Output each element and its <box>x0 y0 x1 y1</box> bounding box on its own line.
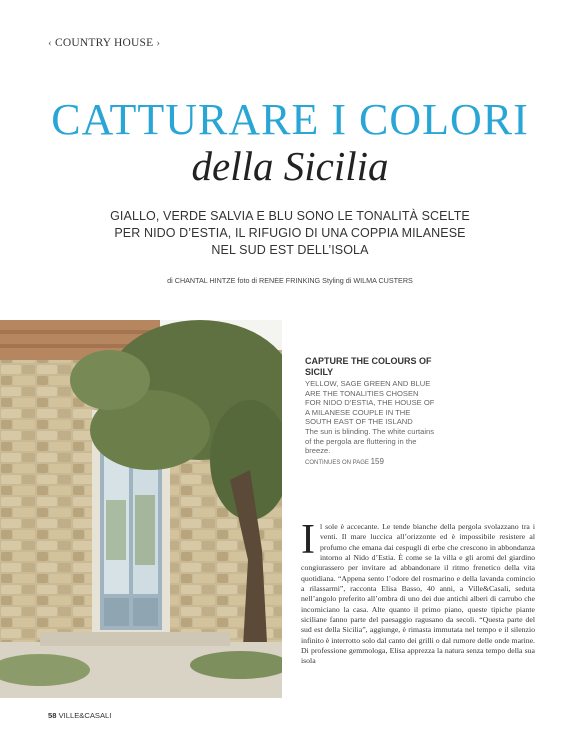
continues-on-page <box>305 457 435 466</box>
byline-styling-label: Styling di <box>322 276 352 285</box>
drop-cap: I <box>301 522 315 563</box>
byline-by: di <box>167 276 173 285</box>
house-photo <box>0 320 282 698</box>
article-body-text: l sole è accecante. Le tende bianche della pergola svolazzano tra i venti. Il mare luccica all’orizzonte ed è impossibile resistere al profumo che emana dai cespugli di erbe che crescono in abbondanza intorno al Nido d’Estia. È come se la villa e gli aromi del giardino congiurassero per invitare ad abbandonare il ritmo frenetico della vita quotidiana. “Appena sento l’odore del rosmarino e della lavanda comincio a rilassarmi”, racconta Elisa Basso, 40 anni, a Ville&Casali, seduta nell’angolo preferito all’ombra di uno dei due antichi alberi di carrubo che incorniciano la casa. Alte quanto il primo piano, queste tipiche piante siciliane fanno parte del paesaggio ragusano da secoli. “Questa parte del sud est della Sicilia”, aggiunge, è rimasta immutata nel tempo e il silenzio infinito è interrotto solo dal canto dei grilli o dal rumore delle onde marine. Di professione gemmologa, Elisa apprezza la natura senza tempo della sua isola <box>301 522 535 666</box>
section-label: COUNTRY HOUSE <box>54 37 154 49</box>
byline-photographer: RENEE FRINKING <box>259 276 321 285</box>
continues-page-number: 159 <box>370 456 384 466</box>
article-body <box>301 522 535 698</box>
standfirst: GIALLO, VERDE SALVIA E BLU SONO LE TONALITÀ SCELTE PER NIDO D’ESTIA, IL RIFUGIO DI UNA COPPIA MILANESE NEL SUD EST DELL’ISOLA <box>110 209 470 257</box>
continues-label: CONTINUES ON PAGE <box>305 459 369 466</box>
chevron-right-icon: › <box>156 37 161 49</box>
english-lead-sentence: The sun is blinding. The white curtains of the pergola are fluttering in the breeze. <box>305 426 435 456</box>
byline-photo-label: foto di <box>237 276 258 285</box>
english-standfirst: YELLOW, SAGE GREEN AND BLUE ARE THE TONALITIES CHOSEN FOR NIDO D’ESTIA, THE HOUSE OF A MILANESE COUPLE IN THE SOUTH EAST OF THE ISLAND <box>305 379 435 427</box>
byline-author: CHANTAL HINTZE <box>174 276 236 285</box>
page-folio <box>48 711 111 720</box>
headline: CATTURARE I COLORI <box>51 95 529 144</box>
section-tag <box>48 37 160 49</box>
byline-stylist: WILMA CUSTERS <box>353 276 413 285</box>
headline-italic-subtitle: della Sicilia <box>191 143 389 189</box>
byline <box>0 276 580 285</box>
page-number: 58 <box>48 711 57 720</box>
magazine-name: VILLE&CASALI <box>58 711 112 720</box>
english-title: CAPTURE THE COLOURS OF SICILY <box>305 356 432 377</box>
english-summary <box>305 356 435 466</box>
house-photo-illustration <box>0 320 282 698</box>
chevron-left-icon: ‹ <box>48 37 52 49</box>
